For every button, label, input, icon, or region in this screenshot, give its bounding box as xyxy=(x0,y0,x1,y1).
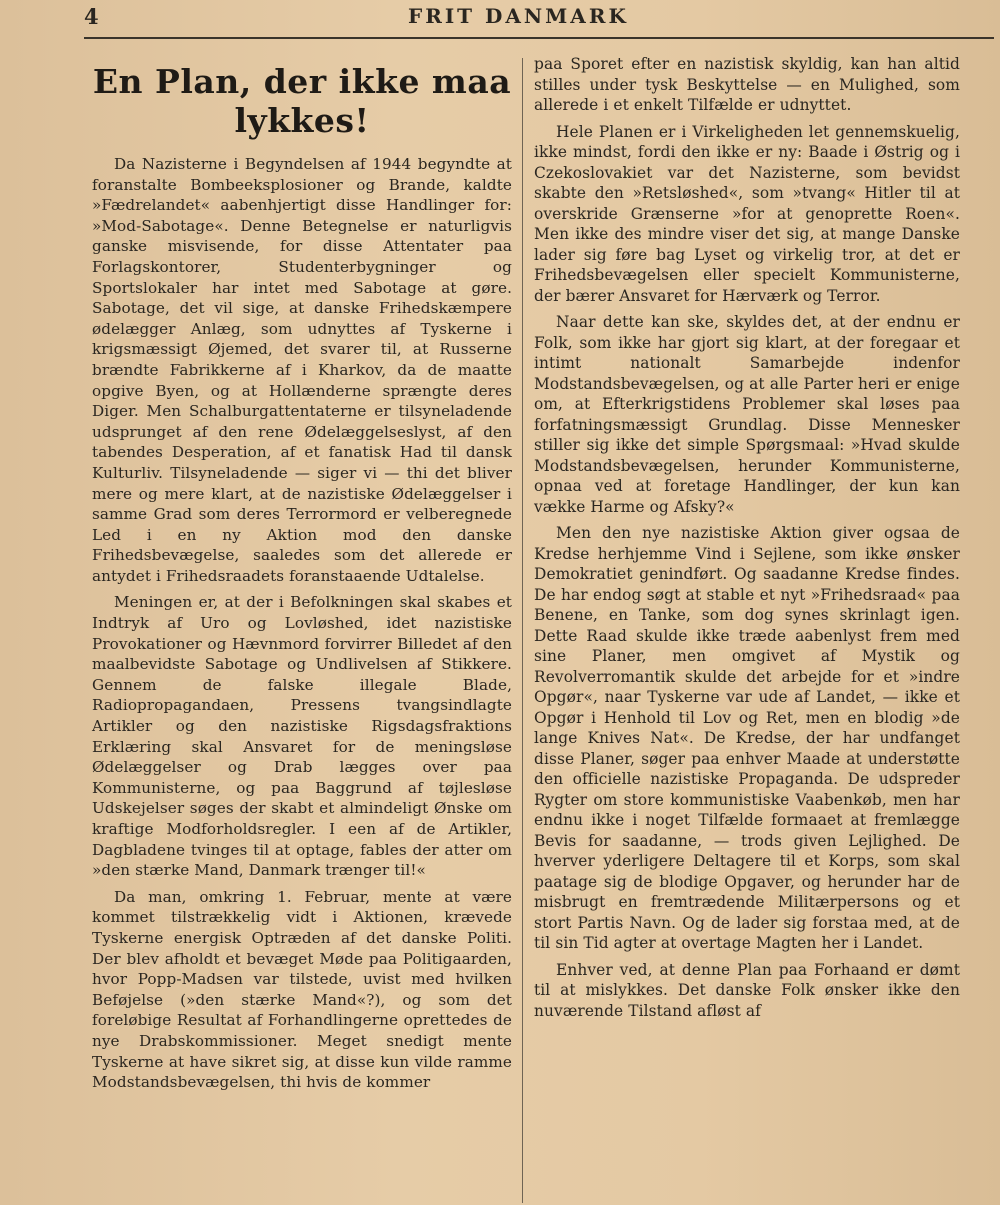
column-divider xyxy=(522,58,523,1203)
paragraph: Men den nye nazistiske Aktion giver ogsaa de Kredse herhjemme Vind i Sejlene, som ikke ønsker Demokratiet genindført. Og saadanne Kredse findes. De har endog søgt at stable et nyt »Frihedsraad« paa Benene, en Tanke, som dog synes skrinlagt igen. Dette Raad skulde ikke træde aabenlyst frem med sine Planer, men omgivet af Mystik og Revolverromantik skulde det arbejde for et »indre Opgør«, naar Tyskerne var ude af Landet, — ikke et Opgør i Henhold til Lov og Ret, men en blodig »de lange Knives Nat«. De Kredse, der har undfanget disse Planer, søger paa enhver Maade at understøtte den officielle nazistiske Propaganda. De udspreder Rygter om store kommunistiske Vaabenkøb, men har endnu ikke i noget Tilfælde formaaet at fremlægge Bevis for saadanne, — trods given Lejlighed. De hverver yderligere Deltagere til et Korps, som skal paatage sig de blodige Opgaver, og herunder har de misbrugt en fremtrædende Militærpersons og et stort Partis Navn. Og de lader sig forstaa med, at de til sin Tid agter at overtage Magten her i Landet. xyxy=(534,524,960,952)
left-column-text xyxy=(92,154,512,1093)
newspaper-title: FRIT DANMARK xyxy=(408,4,629,28)
right-column xyxy=(534,54,960,1027)
page-header xyxy=(84,4,994,34)
article-headline: En Plan, der ikke maa lykkes! xyxy=(92,62,512,140)
page-number: 4 xyxy=(84,4,99,29)
paragraph: Hele Planen er i Virkeligheden let gennemskuelig, ikke mindst, fordi den ikke er ny: Baade i Østrig og i Czekoslovakiet var det Nazisterne, som bevidst skabte den »Retsløshed«, som »tvang« Hitler til at overskride Grænserne »for at genoprette Roen«. Men ikke des mindre viser det sig, at mange Danske lader sig føre bag Lyset og virkelig tror, at det er Frihedsbevægelsen eller specielt Kommunisterne, der bærer Ansvaret for Hærværk og Terror. xyxy=(534,122,960,305)
paragraph: Da man, omkring 1. Februar, mente at være kommet tilstrækkelig vidt i Aktionen, krævede Tyskerne energisk Optræden af det danske Politi. Der blev afholdt et bevæget Møde paa Politigaarden, hvor Popp-Madsen var tilstede, uvist med hvilken Beføjelse (»den stærke Mand«?), og som det foreløbige Resultat af Forhandlingerne oprettedes de nye Drabskommissioner. Meget snedigt mente Tyskerne at have sikret sig, at disse kun vilde ramme Modstandsbevægelsen, thi hvis de kommer xyxy=(92,887,512,1092)
left-column xyxy=(92,56,512,1099)
header-rule xyxy=(84,37,994,39)
right-column-text xyxy=(534,54,960,1021)
paragraph: Enhver ved, at denne Plan paa Forhaand er dømt til at mislykkes. Det danske Folk ønsker ikke den nuværende Tilstand afløst af xyxy=(534,960,960,1020)
paragraph: Meningen er, at der i Befolkningen skal skabes et Indtryk af Uro og Lovløshed, idet nazistiske Provokationer og Hævnmord forvirrer Billedet af den maalbevidste Sabotage og Undlivelsen af Stikkere. Gennem de falske illegale Blade, Radiopropagandaen, Pressens tvangsindlagte Artikler og den nazistiske Rigsdagsfraktions Erklæring skal Ansvaret for de meningsløse Ødelæggelser og Drab lægges over paa Kommunisterne, og paa Baggrund af tøjlesløse Udskejelser søges der skabt et almindeligt Ønske om kraftige Modforholdsregler. I een af de Artikler, Dagbladene tvinges til at optage, fables der atter om »den stærke Mand, Danmark trænger til!« xyxy=(92,593,512,880)
paragraph: Da Nazisterne i Begyndelsen af 1944 begyndte at foranstalte Bombeeksplosioner og Brande, kaldte »Fædrelandet« aabenhjertigt disse Handlinger for: »Mod-Sabotage«. Denne Betegnelse er naturligvis ganske misvisende, for disse Attentater paa Forlagskontorer, Studenterbygninger og Sportslokaler har intet med Sabotage at gøre. Sabotage, det vil sige, at danske Frihedskæmpere ødelægger Anlæg, som udnyttes af Tyskerne i krigsmæssigt Øjemed, det svarer til, at Russerne brændte Fabrikkerne af i Kharkov, da de maatte opgive Byen, og at Hollænderne sprængte deres Diger. Men Schalburgattentaterne er tilsyneladende udsprunget af den rene Ødelæggelseslyst, af den tabendes Desperation, af et fanatisk Had til dansk Kulturliv. Tilsyneladende — siger vi — thi det bliver mere og mere klart, at de nazistiske Ødelæggelser i samme Grad som deres Terrormord er velberegnede Led i en ny Aktion mod den danske Frihedsbevægelse, saaledes som det allerede er antydet i Frihedsraadets foranstaaende Udtalelse. xyxy=(92,155,512,585)
paragraph: Naar dette kan ske, skyldes det, at der endnu er Folk, som ikke har gjort sig klart, at der foregaar et intimt nationalt Samarbejde indenfor Modstandsbevægelsen, og at alle Parter heri er enige om, at Efterkrigstidens Problemer skal løses paa forfatningsmæssigt Grundlag. Disse Mennesker stiller sig ikke det simple Spørgsmaal: »Hvad skulde Modstandsbevægelsen, herunder Kommunisterne, opnaa ved at foretage Handlinger, der kun kan vække Harme og Afsky?« xyxy=(534,313,960,516)
paragraph: paa Sporet efter en nazistisk skyldig, kan han altid stilles under tysk Beskyttelse — en Mulighed, som allerede i et enkelt Tilfælde er udnyttet. xyxy=(534,55,960,114)
